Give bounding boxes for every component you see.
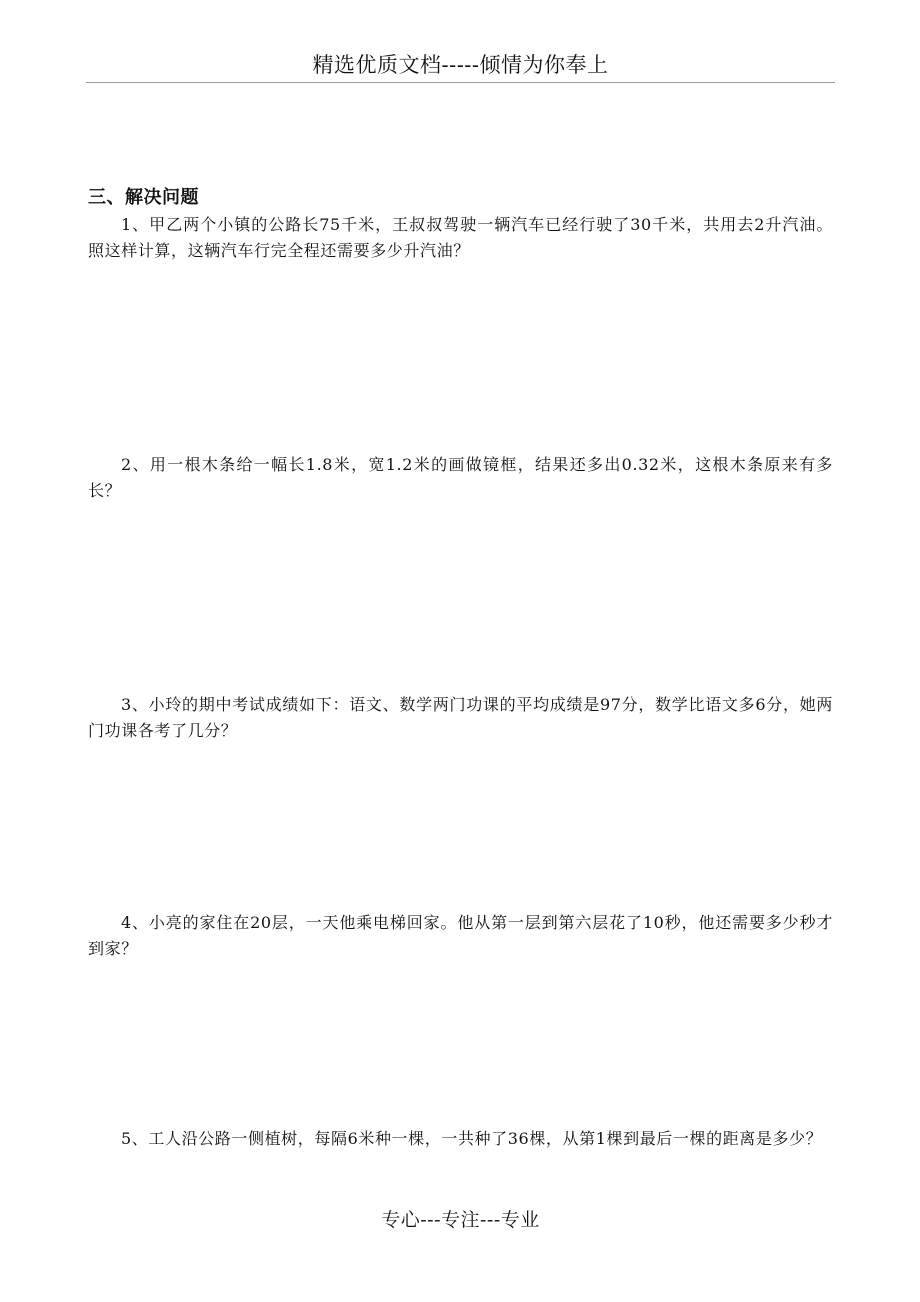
header-divider: [86, 82, 835, 83]
section-heading: 三、解决问题: [88, 187, 199, 208]
problem-2: 2、用一根木条给一幅长1.8米，宽1.2米的画做镜框，结果还多出0.32米，这根木条原来有多长？: [88, 455, 833, 500]
problem-3: 3、小玲的期中考试成绩如下：语文、数学两门功课的平均成绩是97分，数学比语文多6分，她两门功课各考了几分？: [88, 695, 833, 740]
problem-5: 5、工人沿公路一侧植树，每隔6米种一棵，一共种了36棵，从第1棵到最后一棵的距离是多少？: [121, 1129, 823, 1148]
problem-4: 4、小亮的家住在20层，一天他乘电梯回家。他从第一层到第六层花了10秒，他还需要多少秒才到家？: [88, 913, 833, 958]
page-footer: 专心---专注---专业: [381, 1209, 540, 1231]
page-header: 精选优质文档-----倾情为你奉上: [312, 53, 609, 77]
problem-1: 1、甲乙两个小镇的公路长75千米，王叔叔驾驶一辆汽车已经行驶了30千米，共用去2升汽油。照这样计算，这辆汽车行完全程还需要多少升汽油？: [88, 215, 833, 260]
